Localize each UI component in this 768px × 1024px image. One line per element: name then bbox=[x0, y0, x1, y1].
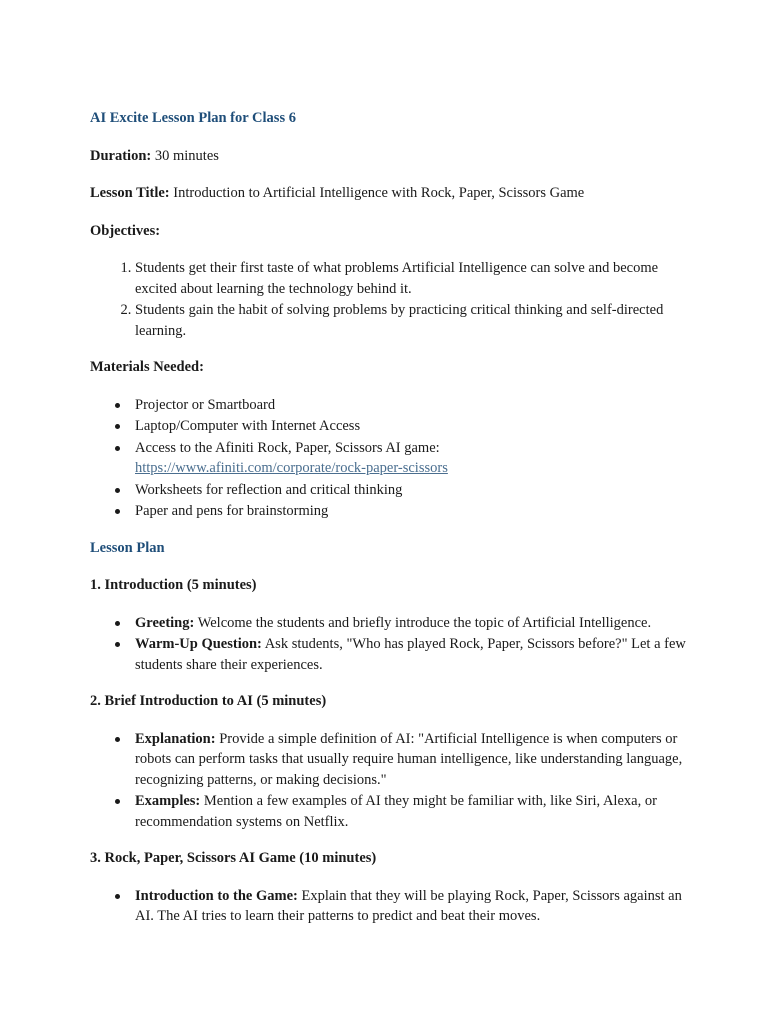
lesson-title-label: Lesson Title: bbox=[90, 185, 170, 201]
item-label: Examples: bbox=[135, 793, 201, 809]
material-item: Worksheets for reflection and critical thinking bbox=[135, 480, 690, 501]
list-item bbox=[135, 886, 690, 927]
objective-item: 2. Students gain the habit of solving problems by practicing critical thinking and self-directed learning. bbox=[135, 300, 690, 341]
item-text: Welcome the students and briefly introduce the topic of Artificial Intelligence. bbox=[197, 614, 652, 631]
duration-label: Duration: bbox=[90, 147, 152, 164]
lesson-plan-heading: Lesson Plan bbox=[90, 539, 165, 556]
objectives-label: Objectives: bbox=[90, 222, 161, 239]
section-title-introduction: 1. Introduction (5 minutes) bbox=[90, 577, 257, 593]
material-item-text: Access to the Afiniti Rock, Paper, Scissors AI game: bbox=[135, 439, 440, 456]
duration-value: 30 minutes bbox=[154, 147, 219, 164]
material-item: Paper and pens for brainstorming bbox=[135, 501, 690, 522]
list-item bbox=[135, 613, 690, 634]
section-title-brief-intro: 2. Brief Introduction to AI (5 minutes) bbox=[90, 693, 327, 709]
section-introduction-list bbox=[90, 613, 690, 676]
game-link[interactable]: https://www.afiniti.com/corporate/rock-paper-scissors bbox=[135, 460, 448, 476]
item-text: Explain that they will be playing Rock, Paper, Scissors against an AI. The AI tries to learn their patterns to predict and beat their moves. bbox=[135, 887, 682, 924]
item-text: Ask students, "Who has played Rock, Paper, Scissors before?" Let a few students share their experiences. bbox=[135, 636, 686, 673]
objective-item: 1. Students get their first taste of what problems Artificial Intelligence can solve and become excited about learning the technology behind it. bbox=[135, 258, 690, 299]
section-game-list bbox=[90, 886, 690, 927]
item-text: Provide a simple definition of AI: "Artificial Intelligence is when computers or robots can perform tasks that usually require human intelligence, like understanding language, recognizing patterns, or making decisions." bbox=[135, 730, 683, 788]
lesson-title-value: Introduction to Artificial Intelligence with Rock, Paper, Scissors Game bbox=[173, 185, 585, 201]
list-item bbox=[135, 729, 690, 791]
item-label: Introduction to the Game: bbox=[135, 887, 298, 904]
lesson-title-line bbox=[90, 183, 690, 204]
item-text: Mention a few examples of AI they might be familiar with, like Siri, Alexa, or recommendation systems on Netflix. bbox=[135, 793, 657, 830]
document-title: AI Excite Lesson Plan for Class 6 bbox=[90, 110, 296, 126]
materials-list bbox=[90, 395, 690, 522]
list-item bbox=[135, 791, 690, 832]
item-label: Greeting: bbox=[135, 614, 195, 631]
section-title-game: 3. Rock, Paper, Scissors AI Game (10 minutes) bbox=[90, 850, 377, 866]
objectives-list bbox=[90, 258, 690, 341]
list-item bbox=[135, 634, 690, 675]
item-label: Warm-Up Question: bbox=[135, 636, 262, 652]
document-page bbox=[90, 108, 690, 943]
duration-line bbox=[90, 146, 690, 167]
materials-label: Materials Needed: bbox=[90, 359, 204, 375]
section-brief-intro-list bbox=[90, 729, 690, 833]
material-item: Laptop/Computer with Internet Access bbox=[135, 416, 690, 437]
material-item-game-access bbox=[135, 438, 690, 479]
material-item: Projector or Smartboard bbox=[135, 395, 690, 416]
item-label: Explanation: bbox=[135, 730, 216, 747]
